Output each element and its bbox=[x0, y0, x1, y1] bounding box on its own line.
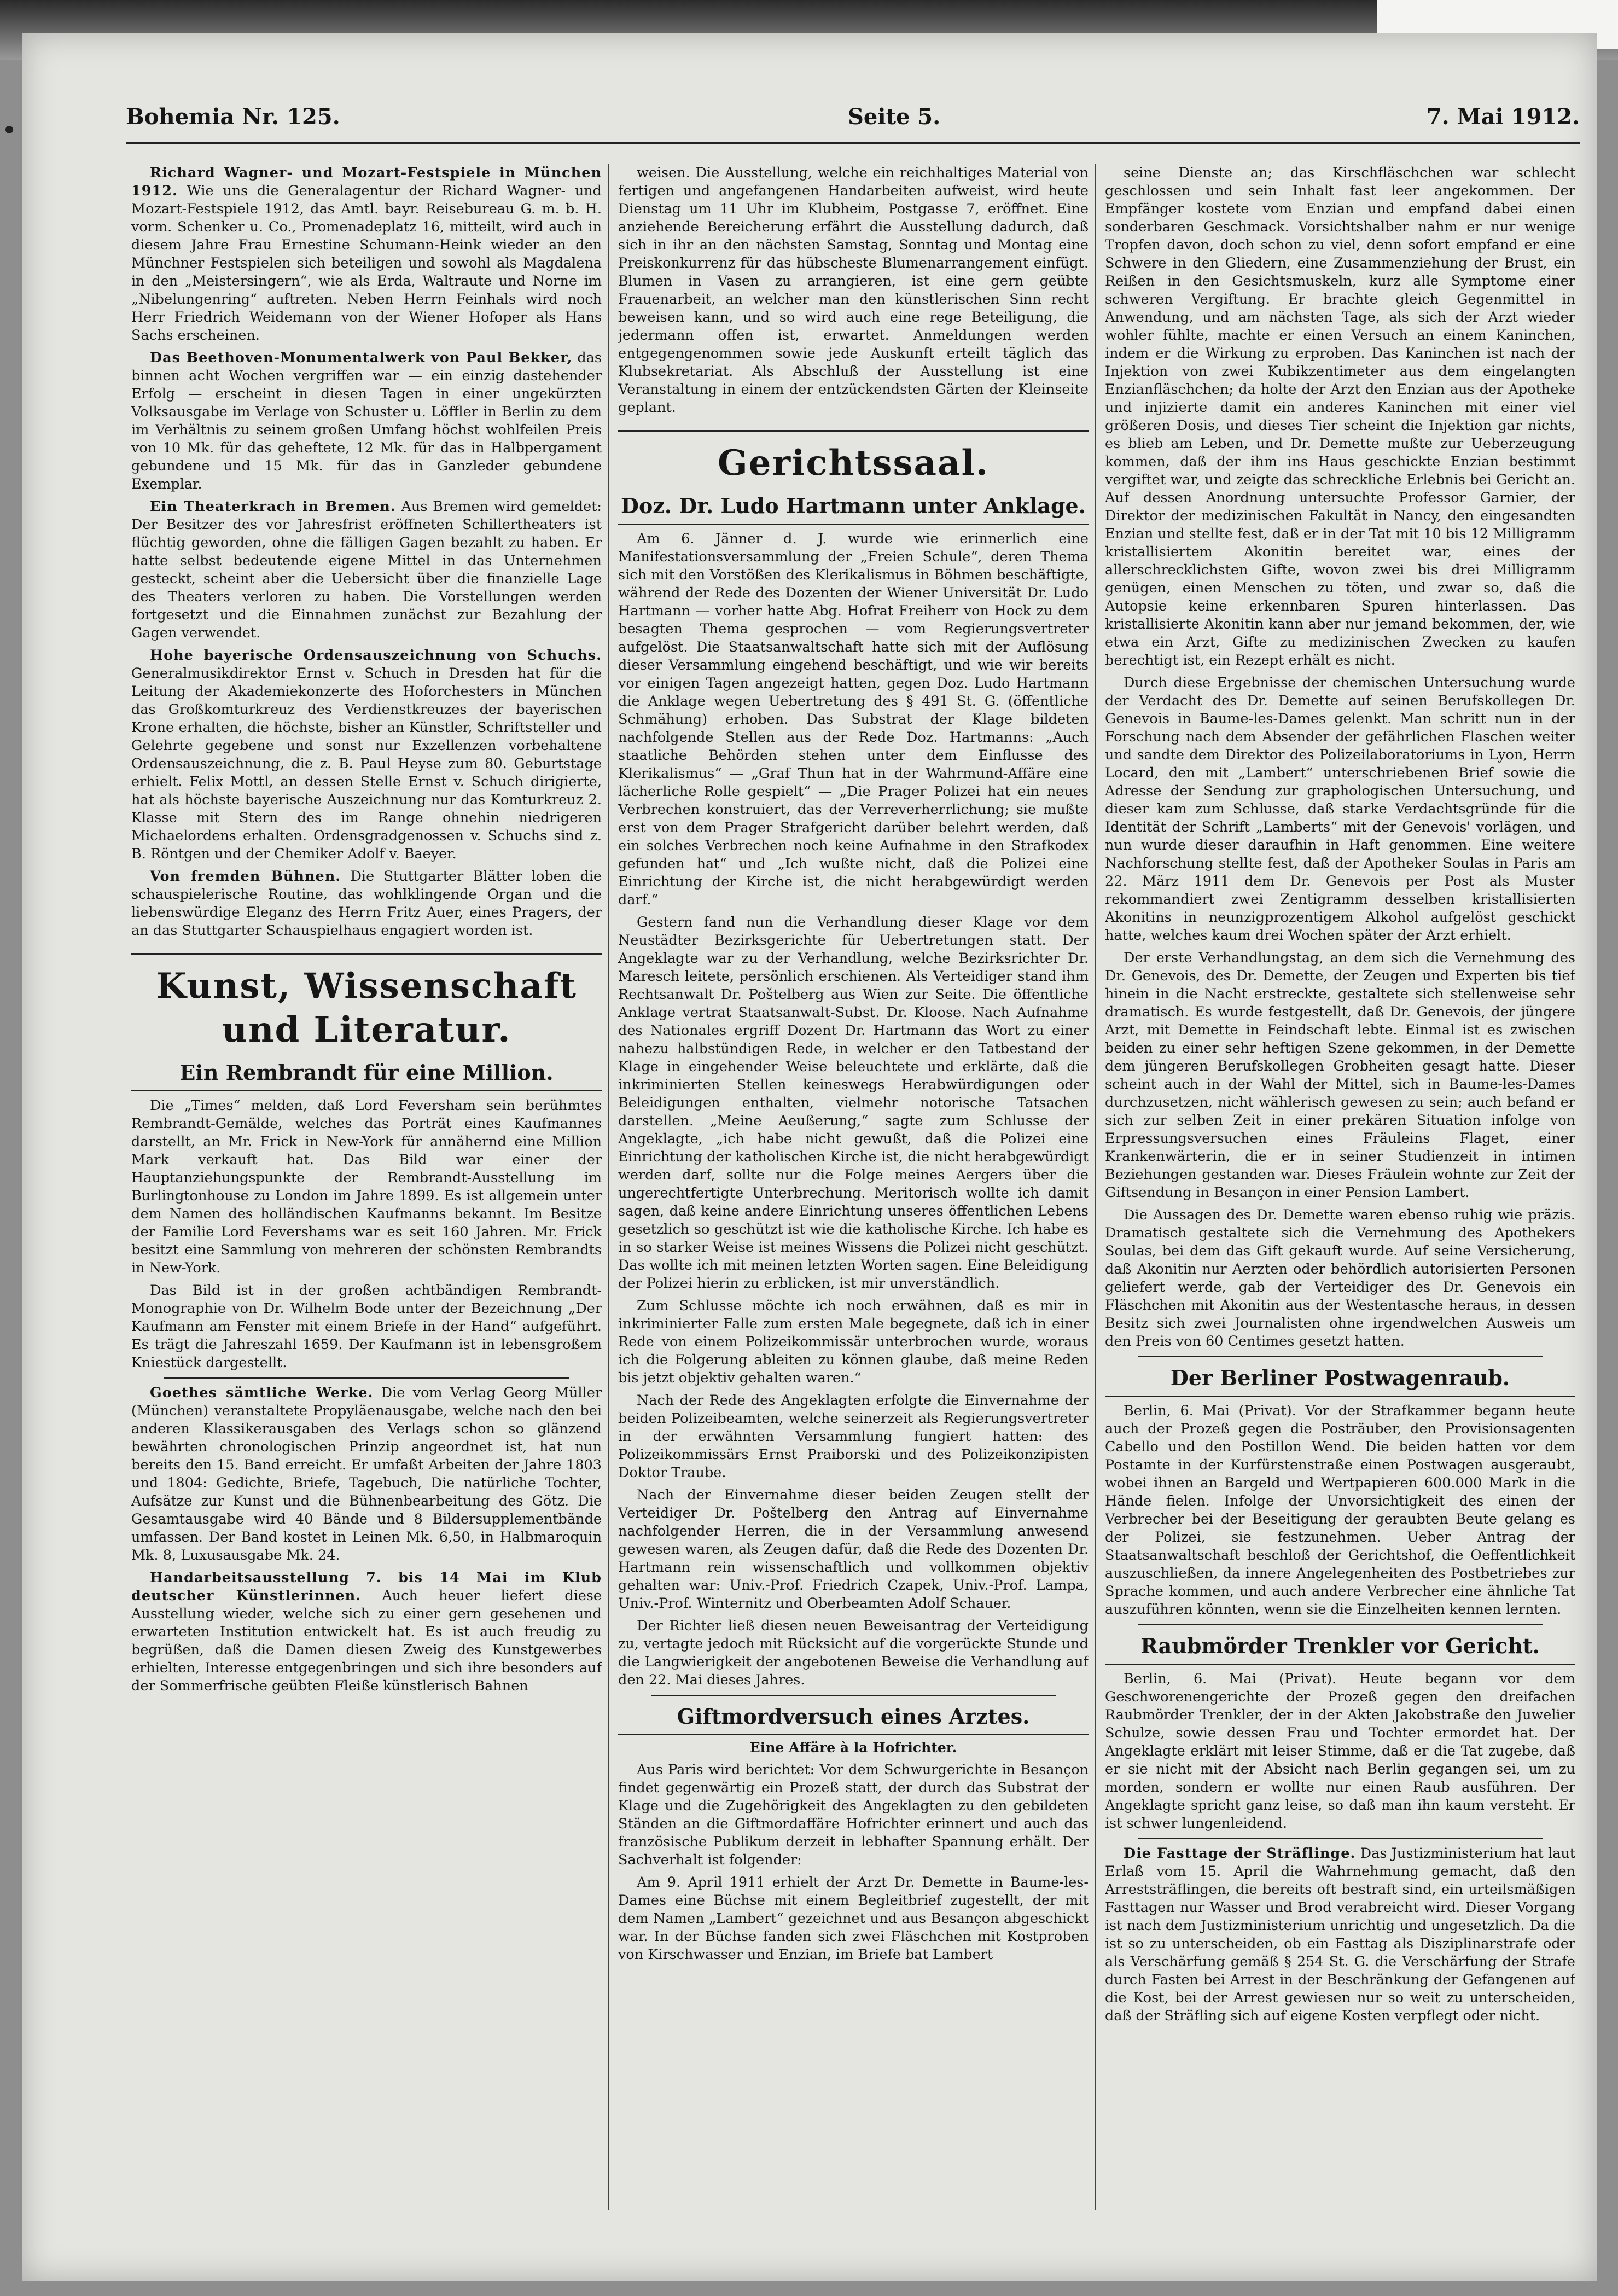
paragraph-lead: Goethes sämtliche Werke. bbox=[150, 1385, 374, 1401]
paragraph: Das Bild ist in der großen achtbändigen Rembrandt-Monographie von Dr. Wilhelm Bode unter der Bezeichnung „Der Kaufmann am Fenster mit einem Briefe in der Hand“ aufgeführt. Es trägt die Jahreszahl 1659. Der Kaufmann ist in lebensgroßem Kniestück dargestellt. bbox=[131, 1282, 602, 1371]
paragraph: weisen. Die Ausstellung, welche ein reichhaltiges Material von fertigen und angefangenen Handarbeiten aufweist, wird heute Dienstag um 11 Uhr im Klubheim, Postgasse 7, eröffnet. Eine anziehende Bereicherung erfährt die Ausstellung dadurch, daß sich in ihr an den nächsten Samstag, Sonntag und Montag eine Preiskonkurrenz für das hübscheste Blumenarrangement einfügt. Blumen in Vasen zu arrangieren, ist eine gern geübte Frauenarbeit, an welcher man den künstlerischen Sinn recht beweisen kann, und so wird auch eine rege Beteiligung, die jedermann offen ist, erwartet. Anmeldungen werden entgegengenommen sowie jede Auskunft erteilt täglich das Klubsekretariat. Als Abschluß der Ausstellung ist eine Veranstaltung in einem der entzückendsten Gärten der Kleinseite geplant. bbox=[618, 165, 1089, 416]
paragraph: Nach der Einvernahme dieser beiden Zeugen stellt der Verteidiger Dr. Poštelberg den Antrag auf Einvernahme nachfolgender Herren, die in der Versammlung anwesend gewesen waren, als Zeugen dafür, daß die Rede des Dozenten Dr. Hartmann rein wissenschaftlich und vollkommen objektiv gehalten war: Univ.-Prof. Friedrich Czapek, Univ.-Prof. Lampa, Univ.-Prof. Winternitz und Oberbeamten Adolf Schauer. bbox=[618, 1487, 1089, 1612]
paragraph: Zum Schlusse möchte ich noch erwähnen, daß es mir in inkriminierter Falle zum ersten Male begegnete, daß ich in einer Rede von einem Polizeikommissär unterbrochen wurde, woraus ich die Folgerung ableiten zu können glaube, daß meine Reden bis jetzt objektiv gehalten waren.“ bbox=[618, 1298, 1089, 1386]
divider bbox=[651, 1695, 1056, 1696]
section-heading: Gerichtssaal. bbox=[618, 430, 1089, 485]
paragraph-lead: Die Fasttage der Sträflinge. bbox=[1124, 1845, 1356, 1862]
column-rule-1 bbox=[608, 164, 609, 2210]
paragraph-lead: Handarbeitsausstellung 7. bis 14 Mai im Klub deutscher Künstlerinnen. bbox=[131, 1570, 602, 1604]
paragraph-lead: Ein Theaterkrach in Bremen. bbox=[150, 498, 396, 515]
paragraph bbox=[131, 349, 602, 493]
binding-hole bbox=[5, 126, 13, 133]
header-page-number: Seite 5. bbox=[848, 104, 941, 130]
paragraph: Nach der Rede des Angeklagten erfolgte die Einvernahme der beiden Polizeibeamten, welche seinerzeit als Regierungsvertreter in der erwähnten Versammlung fungiert hatten: des Polizeikommissärs Ernst Praiborski und des Polizeikonzipisten Doktor Traube. bbox=[618, 1392, 1089, 1481]
paragraph-body: Auch heuer liefert diese Ausstellung wieder, welche sich zu einer gern gesehenen und erwarteten Institution entwickelt hat. Es ist auch freudig zu begrüßen, daß die Damen diesen Zweig des Kunstgewerbes erhielten, Interesse entgegenbringen und sich ihre besonders auf der Sommerfrische geübten Fleiße künstlerisch Bahnen bbox=[131, 1588, 602, 1694]
paragraph-body: Die vom Verlag Georg Müller (München) veranstaltete Propyläenausgabe, welche nach den bei anderen Klassikerausgaben des Verlags schon so glänzend bewährten chronologischen Prinzip angeordnet ist, hat nun bereits den 15. Band erreicht. Er umfaßt Arbeiten der Jahre 1803 und 1804: Gedichte, Briefe, Tagebuch, Die natürliche Tochter, Aufsätze zur Kunst und die Bühnenbearbeitung des Götz. Die Gesamtausgabe wird 40 Bände und 8 Bildersupplementbände umfassen. Der Band kostet in Leinen Mk. 6,50, in Halbmaroquin Mk. 8, Luxusausgabe Mk. 24. bbox=[131, 1385, 602, 1563]
paragraph: Gestern fand nun die Verhandlung dieser Klage vor dem Neustädter Bezirksgerichte für Uebertretungen statt. Der Angeklagte war zu der Verhandlung, welche Bezirksrichter Dr. Maresch leitete, persönlich erschienen. Als Verteidiger stand ihm Rechtsanwalt Dr. Poštelberg aus Wien zur Seite. Die öffentliche Anklage vertrat Staatsanwalt-Subst. Dr. Kloose. Nach Aufnahme des Nationales ergriff Dozent Dr. Hartmann das Wort zu einer nahezu halbstündigen Rede, in welcher er den Tatbestand der Klage in eingehender Weise beleuchtete und erklärte, daß die inkriminierten Stellen keineswegs Herabwürdigungen oder Beleidigungen enthalten, vielmehr notorische Tatsachen darstellen. „Meine Aeußerung,“ sagte zum Schlusse der Angeklagte, „ich habe nicht gewußt, daß die Polizei eine Einrichtung der katholischen Kirche ist, die nicht herabgewürdigt werden darf, sollte nur die Folge meines Aergers über die ungerechtfertigte Unterbrechung. Meritorisch wollte ich damit sagen, daß keine andere Einrichtung unseres öffentlichen Lebens gesetzlich so geschützt ist wie die katholische Kirche. Ich habe es in so starker Weise ist meines Wissens die Polizei nicht geschützt. Das wollte ich mit meinen letzten Worten sagen. Eine Beleidigung der Polizei hierin zu erblicken, ist mir unverständlich. bbox=[618, 914, 1089, 1292]
column-3 bbox=[1105, 164, 1575, 2210]
paragraph bbox=[131, 1384, 602, 1565]
paragraph bbox=[131, 164, 602, 345]
paragraph: Durch diese Ergebnisse der chemischen Untersuchung wurde der Verdacht des Dr. Demette auf seinen Berufskollegen Dr. Genevois in Baume-les-Dames gelenkt. Man schritt nun in der Forschung nach dem Absender der gefährlichen Flaschen weiter und sandte dem Direktor des Polizeilaboratoriums in Lyon, Herrn Locard, den mit „Lambert“ unterschriebenen Brief sowie die Adresse der Sendung zur graphologischen Untersuchung, und dieser kam zum Schlusse, daß starke Verdachtsgründe für die Identität der Schrift „Lamberts“ mit der Genevois' vorlägen, und nun wurde dieser daraufhin in Haft genommen. Eine weitere Nachforschung stellte fest, daß der Apotheker Soulas in Paris am 22. März 1911 dem Dr. Genevois per Post als Muster rekommandiert zwei Zentigramm desselben kristallisierten Akonitins in neunzigprozentigem Alkohol aufgelöst geschickt hatte, welches kaum drei Wochen später der Arzt erhielt. bbox=[1105, 675, 1575, 944]
section-heading: Kunst, Wissenschaft und Literatur. bbox=[131, 953, 602, 1052]
column-1 bbox=[131, 164, 602, 2210]
article-subtitle: Eine Affäre à la Hofrichter. bbox=[749, 1740, 957, 1756]
paragraph: Die „Times“ melden, daß Lord Feversham sein berühmtes Rembrandt-Gemälde, welches das Porträt eines Kaufmannes darstellt, an Mr. Frick in New-York für annähernd eine Million Mark verkauft hat. Das Bild war einer der Hauptanziehungspunkte der Rembrandt-Ausstellung im Burlingtonhouse zu London im Jahre 1899. Es ist allgemein unter dem Namen des holländischen Kaufmanns bekannt. Im Besitze der Familie Lord Fevershams war es seit 160 Jahren. Mr. Frick besitzt eine Sammlung von mehreren der schönsten Rembrandts in New-York. bbox=[131, 1097, 602, 1276]
paragraph bbox=[131, 498, 602, 642]
paragraph-body: Wie uns die Generalagentur der Richard Wagner- und Mozart-Festspiele 1912, das Amtl. bayr. Reisebureau G. m. b. H. vorm. Schenker u. Co., Promenadeplatz 16, mitteilt, wird auch in diesem Jahre Frau Ernestine Schumann-Heink wieder an den Münchner Festspielen sich beteiligen und sowohl als Magdalena in den „Meistersingern“, wie als Erda, Waltraute und Norne im „Nibelungenring“ auftreten. Neben Herrn Feinhals wird noch Herr Friedrich Weidemann von der Wiener Hofoper als Hans Sachs erscheinen. bbox=[131, 183, 602, 344]
paragraph-body: Das Justizministerium hat laut Erlaß vom 15. April die Wahrnehmung gemacht, daß den Arreststräflingen, die bereits oft bestraft sind, ein urteilsmäßigen Fasttagen nur Wasser und Brod verabreicht wird. Dieser Vorgang ist nach dem Justizministerium unrichtig und ungesetzlich. Da die ist so zu unterscheiden, ob ein Fasttag als Disziplinarstrafe oder als Verschärfung gemäß § 254 St. G. die Verschärfung der Strafe durch Fasten bei Arrest in der Beschränkung der Gefangenen auf die Kost, bei der Arrest gewiesen nur so weit zu unterscheiden, daß der Sträfling sich auf eigene Kosten verpflegt oder nicht. bbox=[1105, 1845, 1575, 2024]
page-header bbox=[126, 98, 1580, 144]
paragraph: Aus Paris wird berichtet: Vor dem Schwurgerichte in Besançon findet gegenwärtig ein Prozeß statt, der durch das Substrat der Klage und die Zugehörigkeit des Angeklagten zu den gebildeten Ständen an die Giftmordaffäre Hofrichter erinnert und auch das französische Publikum derzeit in lebhafter Spannung erhält. Der Sachverhalt ist folgender: bbox=[618, 1762, 1089, 1868]
paragraph-lead: Von fremden Bühnen. bbox=[150, 868, 341, 885]
paragraph bbox=[131, 1569, 602, 1695]
paragraph-body: Die Stuttgarter Blätter loben die schauspielerische Routine, das wohlklingende Organ und die liebenswürdige Eleganz des Herrn Fritz Auer, eines Pragers, der an das Stuttgarter Schauspielhaus engagiert worden ist. bbox=[131, 868, 602, 939]
paragraph: seine Dienste an; das Kirschfläschchen war schlecht geschlossen und sein Inhalt fast leer angekommen. Der Empfänger kostete vom Enzian und empfand dabei einen sonderbaren Geschmack. Vorsichtshalber nahm er nur wenige Tropfen davon, doch schon zu viel, denn sofort empfand er eine Schwere in den Gliedern, eine Zusammenziehung der Brust, ein Reißen in den Gesichtsmuskeln, kurz alle Symptome einer schweren Vergiftung. Er brachte gleich Gegenmittel in Anwendung, und am nächsten Tage, als sich der Arzt wieder wohler fühlte, machte er einen Versuch an einem Kaninchen, indem er die Wirkung zu erproben. Das Kaninchen ist nach der Injektion von zwei Kubikzentimeter aus dem eingelangten Enzianfläschchen; da holte der Arzt den Enzian aus der Apotheke und injizierte damit ein anderes Kaninchen mit einer viel größeren Dosis, und dieses Tier scheint die Injektion gar nichts, es blieb am Leben, und Dr. Demette mußte zur Ueberzeugung kommen, daß der ihm ins Haus geschickte Enzian bestimmt vergiftet war, und zeigte das schreckliche Erlebnis bei Gericht an. Auf dessen Anordnung untersuchte Professor Garnier, der Direktor der medizinischen Fakultät in Nancy, den eingesandten Enzian und stellte fest, daß er in der Tat mit 10 bis 12 Milligramm kristallisiertem Akonitin bereitet war, eines der allerschrecklichsten Gifte, wovon zwei bis drei Milligramm genügen, einen Menschen zu töten, und zwar so, daß die Autopsie keine erkennbaren Spuren hinterlassen. Das kristallisierte Akonitin kann aber nur jemand bekommen, der, wie etwa ein Arzt, Gifte zu medizinischen Zwecken zu kaufen berechtigt ist, ein Rezept erhält es nicht. bbox=[1105, 165, 1575, 669]
article-title: Doz. Dr. Ludo Hartmann unter Anklage. bbox=[618, 493, 1089, 525]
paragraph: Am 9. April 1911 erhielt der Arzt Dr. Demette in Baume-les-Dames eine Büchse mit einem Begleitbrief zugestellt, der mit dem Namen „Lambert“ gezeichnet und aus Besançon abgeschickt war. In der Büchse fanden sich zwei Fläschchen mit Kostproben von Kirschwasser und Enzian, im Briefe bat Lambert bbox=[618, 1874, 1089, 1963]
column-2 bbox=[618, 164, 1089, 2210]
paragraph-lead: Das Beethoven-Monumentalwerk von Paul Bekker, bbox=[150, 350, 573, 366]
header-date: 7. Mai 1912. bbox=[1426, 104, 1580, 130]
article-title: Der Berliner Postwagenraub. bbox=[1105, 1365, 1575, 1397]
divider bbox=[164, 1377, 569, 1379]
header-issue: Bohemia Nr. 125. bbox=[126, 104, 340, 130]
paragraph: Der erste Verhandlungstag, an dem sich die Vernehmung des Dr. Genevois, des Dr. Demette, der Zeugen und Experten bis tief hinein in die Nacht erstreckte, gestaltete sich stellenweise sehr dramatisch. Es wurde festgestellt, daß Dr. Genevois, der jüngere Arzt, mit Demette in Feindschaft lebte. Einmal ist es zwischen beiden zu einer sehr heftigen Szene gekommen, in der Demette dem jüngeren Berufskollegen Grobheiten gesagt hatte. Dieser scheint auch in der Wahl der Mittel, sich in Baume-les-Dames durchzusetzen, nicht wählerisch gewesen zu sein; auch befand er sich zur selben Zeit in einer prekären Situation infolge von Erpressungsversuchen eines Fräuleins Flaget, einer Krankenwärterin, die er in seiner Studienzeit in intimen Beziehungen gestanden war. Dieses Fräulein wohnte zur Zeit der Giftsendung in Besançon in einer Pension Lambert. bbox=[1105, 950, 1575, 1201]
paragraph: Der Richter ließ diesen neuen Beweisantrag der Verteidigung zu, vertagte jedoch mit Rücksicht auf die vorgerückte Stunde und die Langwierigkeit der angebotenen Beweise die Verhandlung auf den 22. Mai dieses Jahres. bbox=[618, 1618, 1089, 1688]
column-rule-2 bbox=[1095, 164, 1096, 2210]
article-title: Giftmordversuch eines Arztes. bbox=[618, 1704, 1089, 1735]
paragraph-lead: Hohe bayerische Ordensauszeichnung von Schuchs. bbox=[150, 647, 602, 664]
paragraph bbox=[1105, 1845, 1575, 2025]
article-title: Raubmörder Trenkler vor Gericht. bbox=[1105, 1633, 1575, 1665]
paragraph-body: Generalmusikdirektor Ernst v. Schuch in Dresden hat für die Leitung der Akademiekonzerte des Hoforchesters in München das Großkomturkreuz des Verdienstkreuzes der bayerischen Krone erhalten, die höchste, bisher an Künstler, Schriftsteller und Gelehrte gegebene und sonst nur Exzellenzen vorbehaltene Ordensauszeichnung, die z. B. Paul Heyse zum 80. Geburtstage erhielt. Felix Mottl, an dessen Stelle Ernst v. Schuch dirigierte, hat als höchste bayerische Auszeichnung nur das Komturkreuz 2. Klasse mit Stern des im Range ohnehin niedrigeren Michaelordens erhalten. Ordensgradgenossen v. Schuchs sind z. B. Röntgen und der Chemiker Adolf v. Baeyer. bbox=[131, 665, 602, 862]
article-title: Ein Rembrandt für eine Million. bbox=[131, 1060, 602, 1091]
paragraph-body: das binnen acht Wochen vergriffen war — ein einzig dastehender Erfolg — erscheint in diesen Tagen in einer ungekürzten Volksausgabe im Verlage von Schuster u. Löffler in Berlin zu dem im Verhältnis zu seinem großen Umfang höchst wohlfeilen Preis von 10 Mk. für das geheftete, 12 Mk. für das in Halbpergament gebundene und 15 Mk. für das in Ganzleder gebundene Exemplar. bbox=[131, 350, 602, 492]
divider bbox=[1138, 1356, 1543, 1357]
paragraph: Am 6. Jänner d. J. wurde wie erinnerlich eine Manifestationsversammlung der „Freien Schule“, deren Thema sich mit den Vorstößen des Klerikalismus in Böhmen beschäftigte, während der Rede des Dozenten der Wiener Universität Dr. Ludo Hartmann — vorher hatte Abg. Hofrat Freiherr von Hock zu dem besagten Thema gesprochen — vom Regierungsvertreter aufgelöst. Die Staatsanwaltschaft hatte sich mit der Auflösung dieser Versammlung eingehend beschäftigt, und wie wir bereits vor einigen Tagen angezeigt hatten, gegen Doz. Ludo Hartmann die Anklage wegen Uebertretung des § 491 St. G. (öffentliche Schmähung) erhoben. Das Substrat der Klage bildeten nachfolgende Stellen aus der Rede Doz. Hartmanns: „Auch staatliche Behörden stehen unter dem Einflusse des Klerikalismus“ — „Graf Thun hat in der Wahrmund-Affäre eine lächerliche Rolle gespielt“ — „Die Prager Polizei hat ein neues Verbrechen konstruiert, das der Verreverherrlichung; sie mußte erst von dem Prager Strafgericht darüber belehrt werden, daß ein solches Verbrechen noch keine Aufnahme in den Strafkodex gefunden hat“ und „Ich wußte nicht, daß die Polizei eine Einrichtung der Kirche ist, die nicht herabgewürdigt werden darf.“ bbox=[618, 531, 1089, 908]
paragraph bbox=[131, 868, 602, 940]
paragraph-body: Aus Bremen wird gemeldet: Der Besitzer des vor Jahresfrist eröffneten Schillertheaters ist flüchtig geworden, ohne die fälligen Gagen bezahlt zu haben. Er hatte selbst bedeutende eigene Mittel in das Unternehmen gesteckt, scheint aber die Uebersicht über die finanzielle Lage des Theaters verloren zu haben. Die Vorstellungen werden fortgesetzt und die Einnahmen zunächst zur Bezahlung der Gagen verwendet. bbox=[131, 498, 602, 641]
divider bbox=[1138, 1838, 1543, 1839]
paragraph: Berlin, 6. Mai (Privat). Heute begann vor dem Geschworenengerichte der Prozeß gegen den dreifachen Raubmörder Trenkler, der in der Akten Jakobstraße den Juwelier Schulze, sowie dessen Frau und Tochter ermordet hat. Der Angeklagte erklärt mit leiser Stimme, daß er die Tat zugebe, daß er sie nicht mit der Absicht nach Berlin gegangen sei, um zu morden, sondern er wollte nur einen Raub ausführen. Der Angeklagte spricht ganz leise, so daß man ihn kaum versteht. Er ist schwer lungenleidend. bbox=[1105, 1671, 1575, 1832]
paragraph bbox=[131, 647, 602, 863]
paragraph-lead: Richard Wagner- und Mozart-Festspiele in München 1912. bbox=[131, 165, 602, 199]
divider bbox=[1138, 1624, 1543, 1625]
paragraph: Berlin, 6. Mai (Privat). Vor der Strafkammer begann heute auch der Prozeß gegen die Posträuber, den Provisionsagenten Cabello und den Postillon Wend. Die beiden hatten vor dem Postamte in der Kurfürstenstraße einen Postwagen ausgeraubt, wobei ihnen an Bargeld und Wertpapieren 600.000 Mark in die Hände fielen. Infolge der Unvorsichtigkeit des einen der Verbrecher bei der Beseitigung der geraubten Beute gelang es der Polizei, sie festzunehmen. Ueber Antrag der Staatsanwaltschaft beschloß der Gerichtshof, die Oeffentlichkeit auszuschließen, da innere Angelegenheiten des Postbetriebes zur Sprache kommen, und auch andere Verbrecher eine ähnliche Tat auszuführen könnten, wenn sie die Einzelheiten kennen lernten. bbox=[1105, 1403, 1575, 1618]
paragraph: Die Aussagen des Dr. Demette waren ebenso ruhig wie präzis. Dramatisch gestaltete sich die Vernehmung des Apothekers Soulas, bei dem das Gift gekauft wurde. Auf seine Versicherung, daß Akonitin nur Aerzten oder behördlich autorisierten Personen geliefert werde, gab der Verteidiger des Dr. Genevois ein Fläschchen mit Akonitin aus der Westentasche heraus, in dessen Besitz sich zwei Journalisten ohne irgendwelchen Ausweis um den Preis von 60 Centimes gesetzt hatten. bbox=[1105, 1207, 1575, 1350]
